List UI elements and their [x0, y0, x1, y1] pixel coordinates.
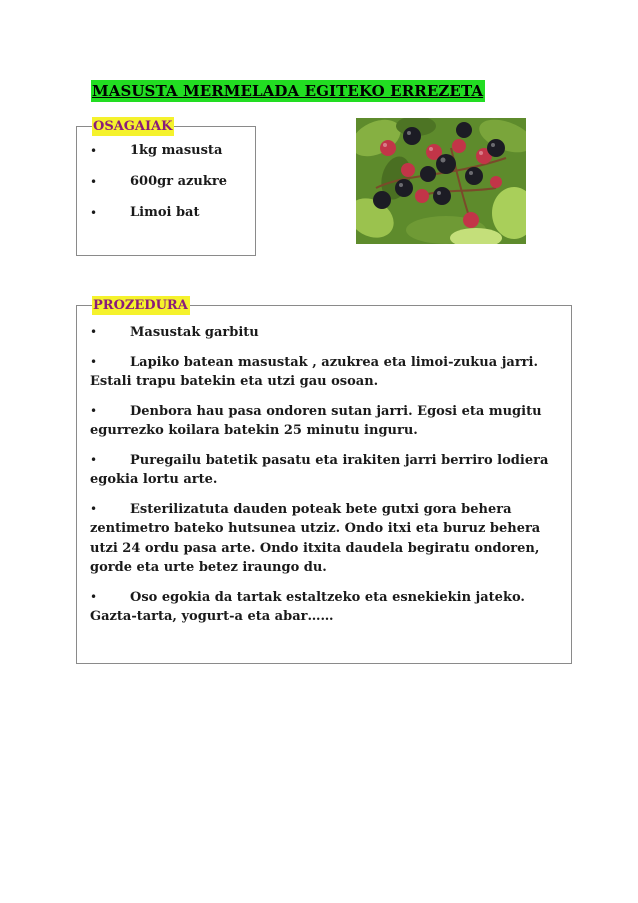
blackberries-illustration: [356, 118, 526, 244]
procedure-steps: [90, 323, 557, 637]
list-item: [90, 174, 247, 190]
step-text: Denbora hau pasa ondoren sutan jarri. Egosi eta mugitu egurrezko koilara batekin 25 minutu inguru.: [90, 403, 542, 438]
list-item: [90, 402, 557, 441]
bullet-icon: •: [90, 501, 98, 516]
procedure-label: PROZEDURA: [93, 298, 188, 313]
bullet-icon: •: [90, 175, 98, 189]
step-text: Masustak garbitu: [130, 325, 259, 340]
bullet-icon: •: [90, 354, 98, 369]
step-text: Lapiko batean masustak , azukrea eta limoi-zukua jarri. Estali trapu batekin eta utzi gau osoan.: [90, 354, 538, 389]
step-text: Oso egokia da tartak estaltzeko eta esnekiekin jateko. Gazta-tarta, yogurt-a eta abar……: [90, 589, 525, 624]
list-item: [90, 588, 557, 627]
bullet-icon: •: [90, 452, 98, 467]
ingredients-list: [90, 143, 247, 236]
list-item: [90, 500, 557, 578]
bullet-icon: •: [90, 589, 98, 604]
bullet-icon: •: [90, 403, 98, 418]
step-text: Esterilizatuta dauden poteak bete gutxi gora behera zentimetro bateko hutsunea utziz. Ondo itxi eta buruz behera utzi 24 ordu pasa arte. Ondo itxita daudela begiratu ondoren, gorde eta urte betez iraungo du.: [90, 501, 541, 575]
bullet-icon: •: [90, 144, 98, 158]
ingredients-label: OSAGAIAK: [93, 119, 173, 134]
blackberries-photo: [356, 118, 526, 244]
list-item: [90, 323, 557, 343]
ingredient-text: 1kg masusta: [130, 143, 223, 158]
list-item: [90, 205, 247, 221]
step-text: Puregailu batetik pasatu eta irakiten jarri berriro lodiera egokia lortu arte.: [90, 452, 549, 487]
bullet-icon: •: [90, 325, 98, 339]
ingredient-text: 600gr azukre: [130, 174, 227, 189]
list-item: [90, 143, 247, 159]
procedure-box: [76, 298, 572, 664]
bullet-icon: •: [90, 206, 98, 220]
list-item: [90, 451, 557, 490]
list-item: [90, 353, 557, 392]
page-title: MASUSTA MERMELADA EGITEKO ERREZETA: [92, 82, 484, 100]
ingredients-box: [76, 119, 256, 256]
ingredient-text: Limoi bat: [130, 205, 200, 220]
